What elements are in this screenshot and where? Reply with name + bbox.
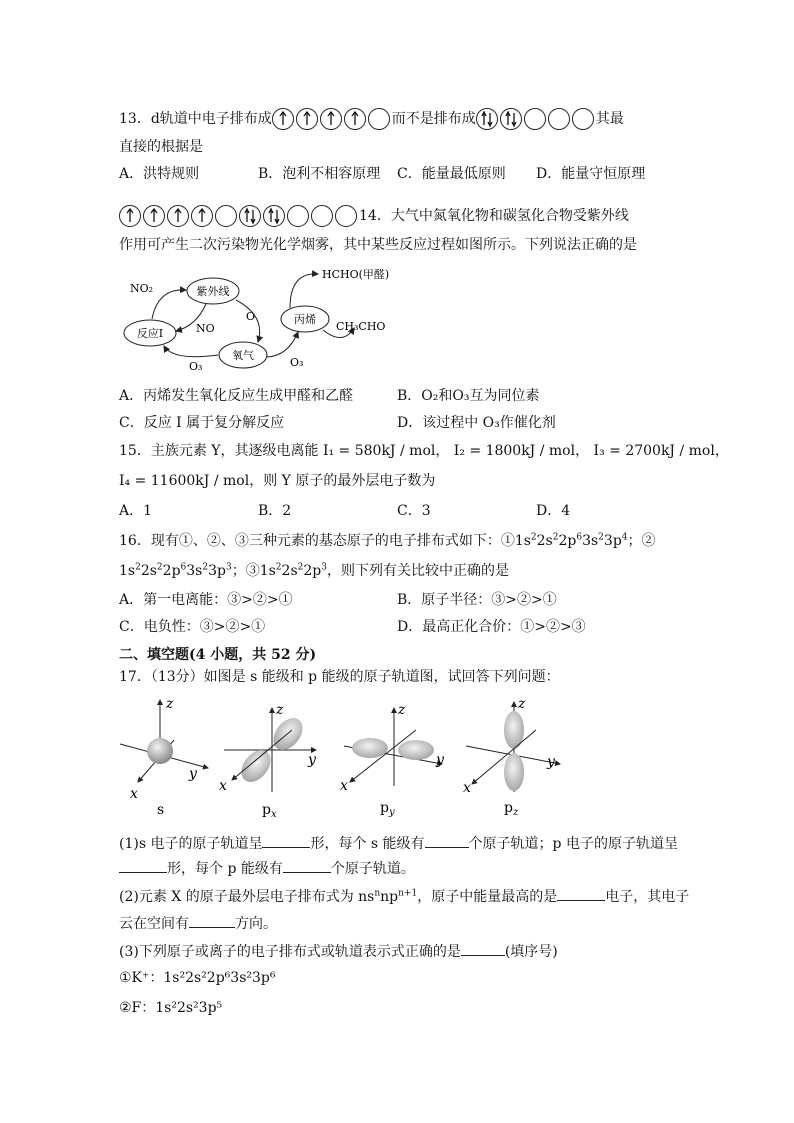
q13-mid: 而不是排布成	[391, 111, 476, 127]
answer-blank[interactable]	[557, 886, 605, 901]
s-orbital-figure	[120, 696, 208, 818]
single-electron-orbital-icon	[119, 205, 141, 227]
reaction-cycle-diagram	[118, 266, 398, 376]
q17-part1-line2: 形，每个 p 能级有 个原子轨道。	[119, 858, 415, 879]
label-py: $p_y$	[380, 800, 395, 818]
single-electron-orbital-icon	[320, 108, 342, 130]
empty-orbital-icon	[311, 205, 333, 227]
single-electron-orbital-icon	[191, 205, 213, 227]
answer-blank[interactable]	[189, 913, 235, 928]
paired-electron-orbital-icon	[500, 108, 522, 130]
label-propene: 丙烯	[294, 313, 316, 326]
label-s: s	[157, 802, 165, 818]
label-oxygen: 氧气	[232, 349, 254, 362]
px-orbital-figure	[219, 702, 317, 820]
single-electron-orbital-icon	[296, 108, 318, 130]
label-ch3cho: CH₃CHO	[336, 320, 386, 333]
answer-blank[interactable]	[119, 858, 167, 873]
paired-electron-orbital-icon	[239, 205, 261, 227]
label-reaction1: 反应Ⅰ	[136, 327, 164, 340]
svg-text:x: x	[463, 780, 471, 796]
orbital-row-repeat	[119, 208, 359, 224]
empty-orbital-icon	[335, 205, 357, 227]
q16-option-b: B．原子半径：③>②>①	[397, 592, 557, 608]
label-no: NO	[196, 322, 215, 335]
q14-option-b: B．O₂和O₃互为同位素	[397, 388, 540, 404]
q16-line2: $1s^22s^22p^63s^23p^3$；$③1s^22s^22p^3$，则下列有关比较中正确的是	[119, 562, 509, 579]
q14-line1-text: 14．大气中氮氧化物和碳氢化合物受紫外线	[359, 208, 629, 224]
q14-option-a: A．丙烯发生氧化反应生成甲醛和乙醛	[119, 388, 354, 404]
empty-orbital-icon	[287, 205, 309, 227]
q13-line1	[119, 108, 624, 130]
q15-option-a: A．1	[119, 503, 153, 519]
empty-orbital-icon	[215, 205, 237, 227]
svg-text:y: y	[308, 752, 316, 768]
q15-line2: I₄ = 11600kJ / mol，则 Y 原子的最外层电子数为	[119, 473, 436, 489]
q17-part2-line1: (2)元素 X 的原子最外层电子排布式为 $ns^nnp^{n+1}$，原子中能量最高的是 电子，其电子	[119, 886, 689, 907]
q16-line1: 16．现有①、②、③三种元素的基态原子的电子排布式如下：$①1s^22s^22p^63s^23p^4$；②	[119, 532, 656, 549]
empty-orbital-icon	[524, 108, 546, 130]
py-orbital-figure	[340, 702, 445, 818]
svg-text:y: y	[547, 754, 555, 770]
label-pz: $p_z$	[504, 800, 519, 818]
q13-lead: 13．d轨道中电子排布成	[119, 111, 272, 127]
q13-tail: 其最	[595, 111, 624, 127]
svg-text:y: y	[189, 766, 197, 782]
answer-blank[interactable]	[425, 833, 469, 848]
orbital-figures	[116, 694, 566, 822]
label-uv: 紫外线	[196, 285, 230, 298]
label-o: O	[246, 310, 256, 323]
q17-part3: (3)下列原子或离子的电子排布式或轨道表示式正确的是 (填序号)	[119, 941, 558, 962]
q15-option-b: B．2	[258, 503, 292, 519]
single-electron-orbital-icon	[167, 205, 189, 227]
svg-text:x: x	[130, 786, 138, 802]
q15-line1: 15．主族元素 Y，其逐级电离能 I₁ = 580kJ / mol， I₂ = 1800kJ / mol， I₃ = 2700kJ / mol，	[119, 443, 729, 459]
svg-text:z: z	[166, 696, 174, 712]
svg-text:y: y	[436, 752, 444, 768]
q15-option-c: C．3	[397, 503, 431, 519]
q13-line2: 直接的根据是	[119, 139, 203, 155]
svg-text:x: x	[219, 778, 227, 794]
q14-option-d: D．该过程中 O₃作催化剂	[397, 415, 556, 431]
paired-electron-orbital-icon	[263, 205, 285, 227]
empty-orbital-icon	[368, 108, 390, 130]
q17-item2: ②F：1s²2s²3p⁵	[119, 1000, 223, 1016]
answer-blank[interactable]	[283, 858, 331, 873]
single-electron-orbital-icon	[344, 108, 366, 130]
q16-option-a: A．第一电离能：③>②>①	[119, 592, 293, 608]
q16-option-d: D．最高正化合价：①>②>③	[397, 619, 586, 635]
q17-item1: ①K⁺：1s²2s²2p⁶3s²3p⁶	[119, 970, 276, 986]
svg-text:x: x	[340, 778, 348, 794]
q17-part2-line2: 云在空间有 方向。	[119, 913, 277, 934]
q13-option-b: B．泡利不相容原理	[258, 166, 381, 182]
label-no2: NO₂	[130, 282, 154, 295]
svg-text:z: z	[276, 702, 284, 718]
q13-option-c: C．能量最低原则	[397, 166, 506, 182]
answer-blank[interactable]	[262, 833, 310, 848]
empty-orbital-icon	[548, 108, 570, 130]
pz-orbital-figure	[463, 696, 560, 818]
section-heading: 二、填空题(4 小题，共 52 分)	[119, 647, 317, 663]
svg-text:z: z	[398, 702, 406, 718]
paired-electron-orbital-icon	[476, 108, 498, 130]
label-hcho: HCHO(甲醛)	[322, 268, 390, 281]
orbital-diagram-paired	[476, 111, 596, 127]
q14-line2: 作用可产生二次污染物光化学烟雾，其中某些反应过程如图所示。下列说法正确的是	[119, 237, 637, 253]
q16-option-c: C．电负性：③>②>①	[119, 619, 266, 635]
answer-blank[interactable]	[461, 941, 505, 956]
label-o3-right: O₃	[290, 356, 304, 369]
q14-line1	[119, 205, 629, 227]
single-electron-orbital-icon	[272, 108, 294, 130]
orbital-diagram-hund	[272, 111, 392, 127]
single-electron-orbital-icon	[143, 205, 165, 227]
q13-option-d: D．能量守恒原理	[536, 166, 646, 182]
svg-text:z: z	[518, 696, 526, 712]
q17-part1-line1: (1)s 电子的原子轨道呈 形，每个 s 能级有 个原子轨道；p 电子的原子轨道呈	[119, 833, 678, 854]
empty-orbital-icon	[572, 108, 594, 130]
q17-line1: 17．（13分）如图是 s 能级和 p 能级的原子轨道图，试回答下列问题：	[119, 669, 560, 685]
q15-option-d: D．4	[536, 503, 571, 519]
q14-option-c: C．反应 I 属于复分解反应	[119, 415, 285, 431]
q13-option-a: A．洪特规则	[119, 166, 200, 182]
label-px: $p_x$	[262, 802, 277, 820]
label-o3-left: O₃	[189, 360, 203, 373]
